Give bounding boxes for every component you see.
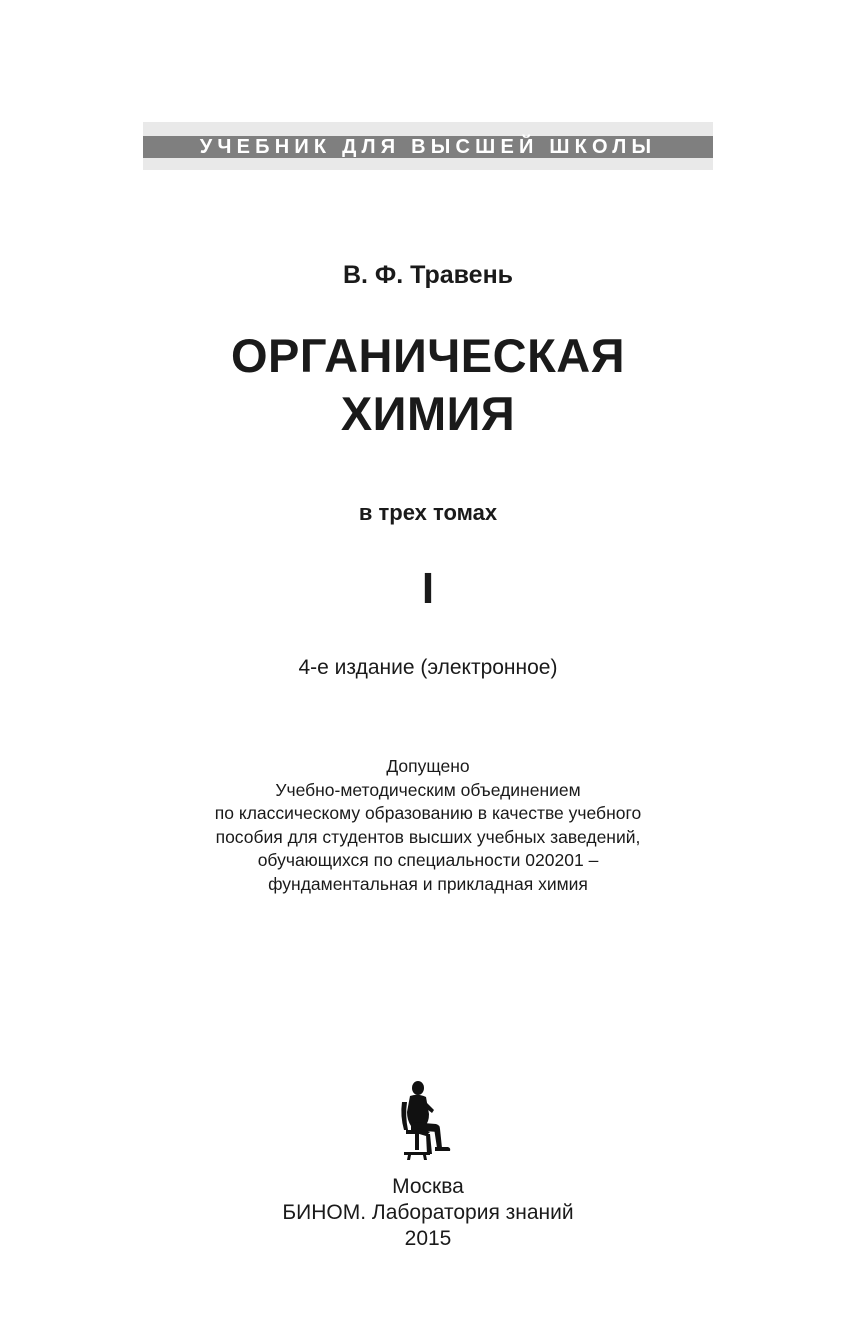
- publication-year: 2015: [404, 1227, 452, 1250]
- volume-number: I: [421, 564, 435, 613]
- approval-statement: [0, 755, 856, 896]
- publisher-name: БИНОМ. Лаборатория знаний: [282, 1201, 574, 1224]
- approval-line-3: по классическому образованию в качестве учебного: [214, 803, 642, 823]
- approval-line-5: обучающихся по специальности 020201 –: [257, 850, 599, 870]
- series-label: УЧЕБНИК ДЛЯ ВЫСШЕЙ ШКОЛЫ: [199, 136, 657, 158]
- book-title-line-2: ХИМИЯ: [340, 387, 516, 440]
- book-title-line-1: ОРГАНИЧЕСКАЯ: [231, 329, 625, 382]
- seated-figure-logo-icon: [396, 1080, 460, 1164]
- edition-note: 4-е издание (электронное): [298, 656, 558, 679]
- book-subtitle: в трех томах: [358, 500, 498, 525]
- series-banner: [143, 122, 713, 170]
- book-title: [0, 327, 856, 443]
- publisher-info: [0, 1174, 856, 1252]
- author-name: В. Ф. Травень: [342, 261, 514, 289]
- approval-line-4: пособия для студентов высших учебных заведений,: [215, 826, 641, 847]
- approval-line-1: Допущено: [386, 756, 470, 776]
- publisher-city: Москва: [392, 1175, 464, 1198]
- approval-line-6: фундаментальная и прикладная химия: [268, 873, 588, 894]
- approval-line-2: Учебно-методическим объединением: [275, 779, 581, 800]
- series-bar: [143, 136, 713, 158]
